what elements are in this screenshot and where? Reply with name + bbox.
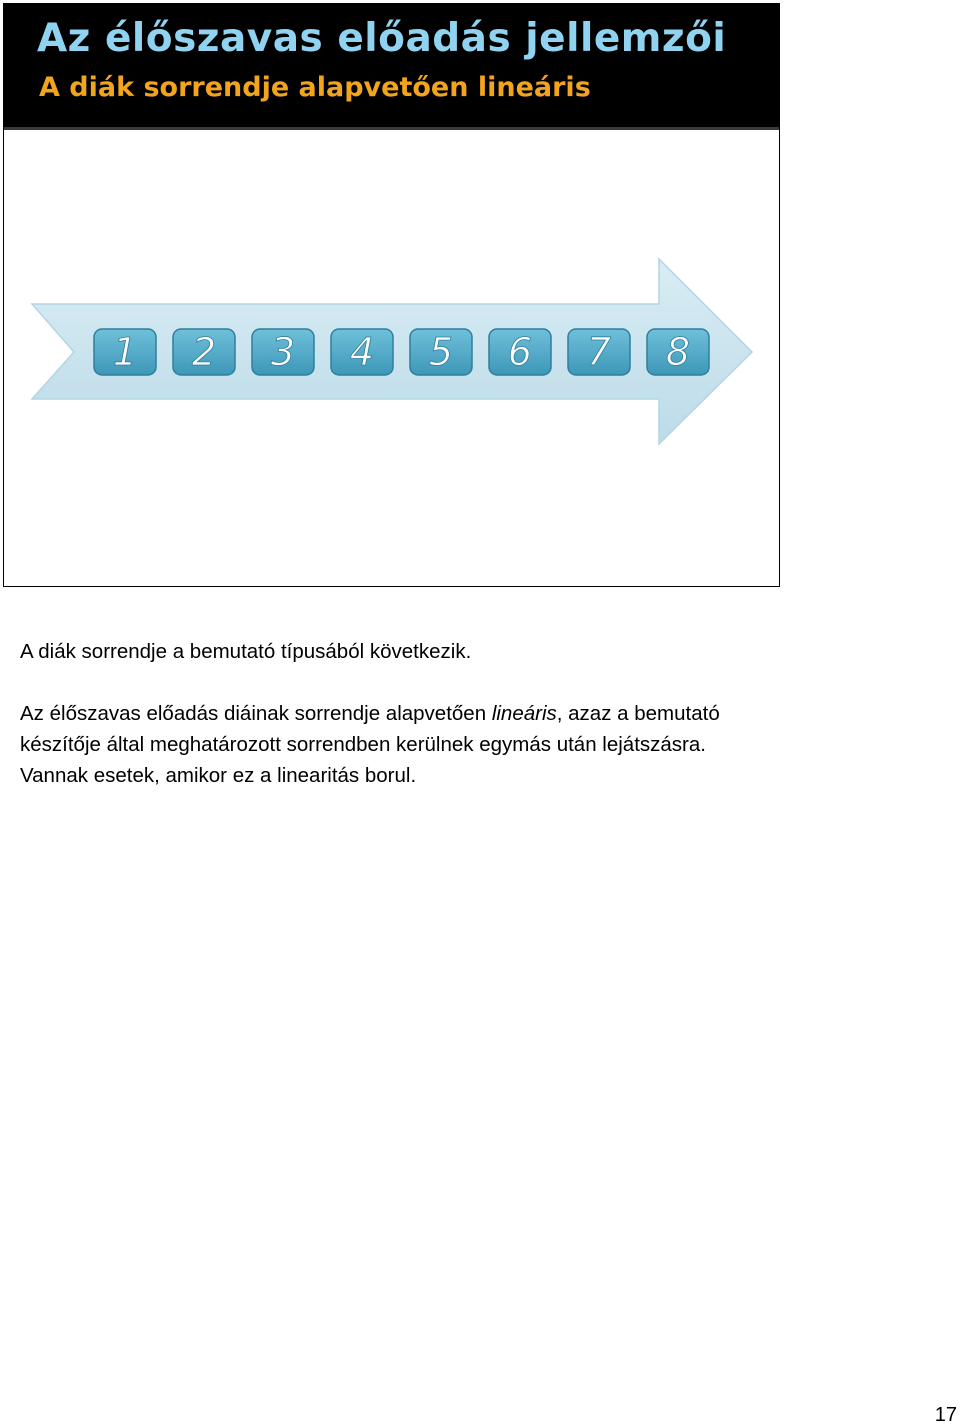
notes-paragraph-2-text: Az élőszavas előadás diáinak sorrendje alapvetően	[20, 702, 492, 725]
sequence-number-2: 2	[191, 330, 217, 374]
notes-paragraph-2	[20, 698, 780, 760]
slide	[3, 3, 780, 587]
slide-subtitle: A diák sorrendje alapvetően lineáris	[39, 72, 591, 103]
slide-title: Az élőszavas előadás jellemzői	[37, 16, 727, 61]
speaker-notes	[20, 636, 780, 791]
sequence-number-8: 8	[665, 330, 691, 374]
notes-line-4: Vannak esetek, amikor ez a linearitás borul.	[20, 764, 417, 787]
notes-paragraph-2-rest: , azaz a bemutató készítője által meghatározott sorrendben kerülnek egymás után lejátszásra.	[20, 702, 720, 756]
sequence-arrow-diagram	[4, 4, 779, 586]
sequence-number-7: 7	[586, 330, 612, 374]
notes-line-1: A diák sorrendje a bemutató típusából következik.	[20, 640, 472, 663]
page-number: 17	[934, 1404, 957, 1426]
sequence-number-6: 6	[507, 330, 533, 374]
sequence-number-3: 3	[270, 330, 296, 374]
sequence-number-5: 5	[428, 330, 454, 374]
notes-emphasis-linear: lineáris	[491, 702, 557, 725]
sequence-number-4: 4	[349, 330, 375, 374]
sequence-number-1: 1	[112, 330, 138, 374]
